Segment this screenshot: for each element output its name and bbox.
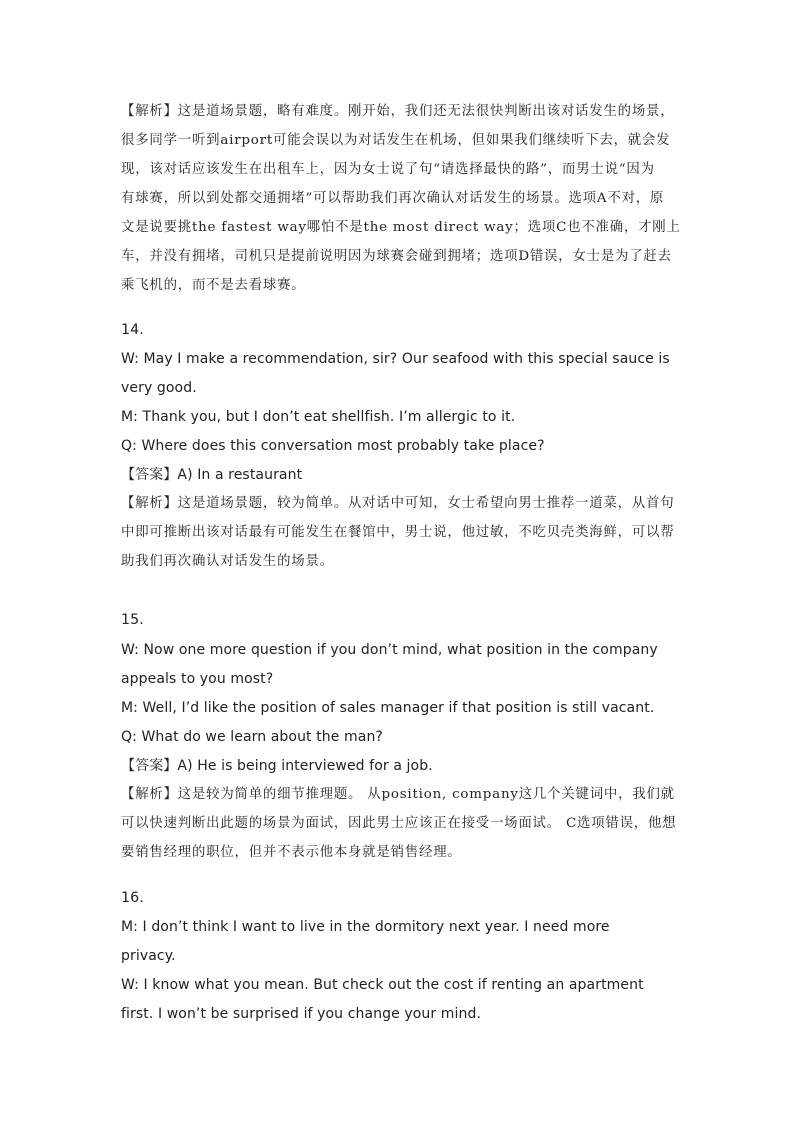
question-16-dialogue-line-4: first. I won’t be surprised if you change your mind.: [121, 1006, 482, 1022]
question-14-dialogue-line-1: W: May I make a recommendation, sir? Our seafood with this special sauce is: [121, 351, 670, 367]
question-15-analysis-line-2: 可以快速判断出此题的场景为面试，因此男士应该正在接受一场面试。 C选项错误，他想: [121, 816, 677, 831]
question-16-number: 16.: [121, 890, 144, 906]
question-14-number: 14.: [121, 322, 144, 338]
question-15-analysis-line-1: 【解析】这是较为简单的细节推理题。 从position, company这几个关键词中，我们就: [121, 787, 675, 802]
question-16-dialogue-line-2: privacy.: [121, 948, 176, 964]
question-14-question: Q: Where does this conversation most probably take place?: [121, 438, 545, 454]
analysis-13-line-4: 有球赛，所以到处都交通拥堵”可以帮助我们再次确认对话发生的场景。选项A不对，原: [121, 191, 665, 206]
analysis-13-line-6: 车，并没有拥堵，司机只是提前说明因为球赛会碰到拥堵；选项D错误，女士是为了赶去: [121, 249, 672, 264]
analysis-13-line-2: 很多同学一听到airport可能会误以为对话发生在机场，但如果我们继续听下去，就会发: [121, 133, 671, 148]
analysis-13-line-3: 现，该对话应该发生在出租车上，因为女士说了句“请选择最快的路”，而男士说“因为: [121, 162, 655, 177]
question-15-dialogue-line-2: appeals to you most?: [121, 671, 274, 687]
question-15-analysis-line-3: 要销售经理的职位，但并不表示他本身就是销售经理。: [121, 845, 462, 860]
question-15-dialogue-line-1: W: Now one more question if you don’t mind, what position in the company: [121, 642, 658, 658]
question-15-answer: 【答案】A) He is being interviewed for a job.: [121, 758, 433, 774]
question-14-dialogue-line-3: M: Thank you, but I don’t eat shellfish. I’m allergic to it.: [121, 409, 516, 425]
analysis-13-line-7: 乘飞机的，而不是去看球赛。: [121, 278, 306, 293]
question-16-dialogue-line-1: M: I don’t think I want to live in the dormitory next year. I need more: [121, 919, 610, 935]
question-14-analysis-line-2: 中即可推断出该对话最有可能发生在餐馆中，男士说，他过敏，不吃贝壳类海鲜，可以帮: [121, 525, 675, 540]
question-14-answer: 【答案】A) In a restaurant: [121, 467, 303, 483]
question-15-number: 15.: [121, 612, 144, 628]
question-16-dialogue-line-3: W: I know what you mean. But check out the cost if renting an apartment: [121, 977, 644, 993]
analysis-13-line-1: 【解析】这是道场景题，略有难度。刚开始，我们还无法很快判断出该对话发生的场景，: [121, 104, 675, 119]
question-15-dialogue-line-3: M: Well, I’d like the position of sales manager if that position is still vacant.: [121, 700, 655, 716]
question-14-analysis-line-3: 助我们再次确认对话发生的场景。: [121, 554, 334, 569]
question-15-question: Q: What do we learn about the man?: [121, 729, 383, 745]
question-14-analysis-line-1: 【解析】这是道场景题，较为简单。从对话中可知，女士希望向男士推荐一道菜，从首句: [121, 496, 675, 511]
question-14-dialogue-line-2: very good.: [121, 380, 197, 396]
analysis-13-line-5: 文是说要挑the fastest way哪怕不是the most direct way；选项C也不准确，才刚上: [121, 220, 681, 235]
